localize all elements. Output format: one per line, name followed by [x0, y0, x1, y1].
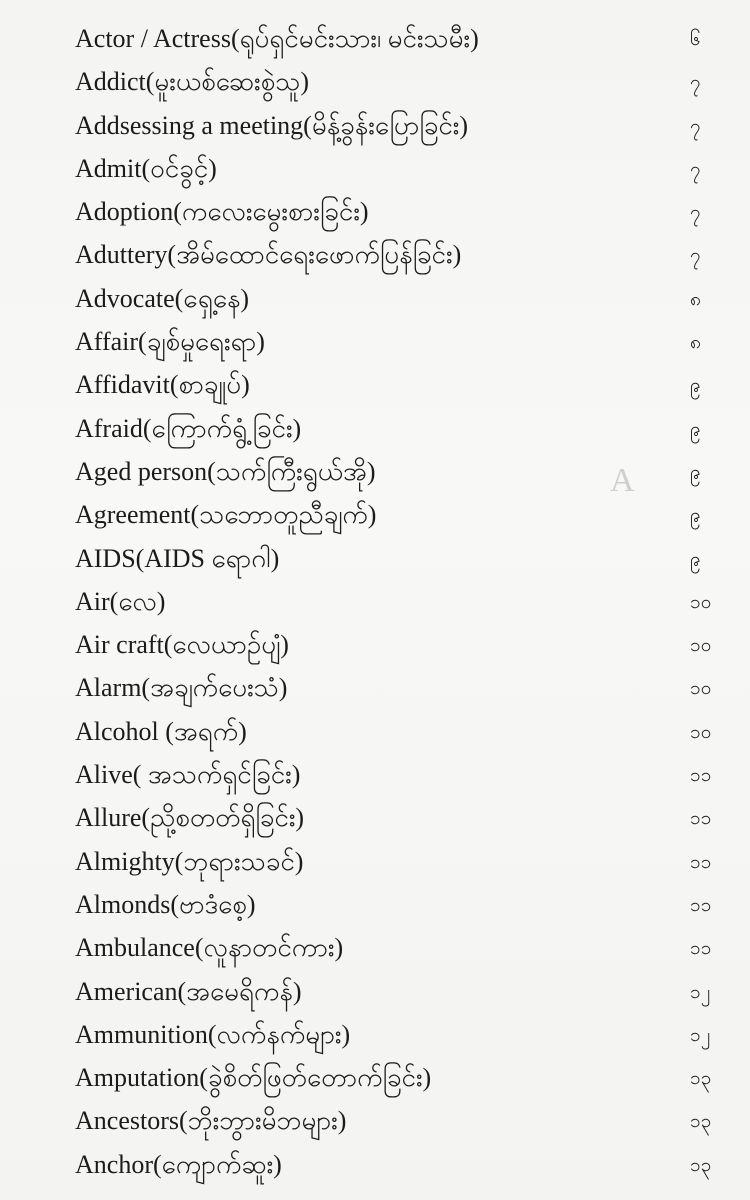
entry-term: Air(လေ) [75, 586, 166, 616]
entry-term: Advocate(ရှေ့နေ) [75, 283, 250, 313]
entry-page-number: ၁၀ [690, 634, 712, 657]
entry-term: Affair(ချစ်မှုရေးရာ) [75, 327, 265, 357]
entry-term: Affidavit(စာချုပ်) [75, 370, 250, 400]
entry-term: Ammunition(လက်နက်များ) [75, 1019, 351, 1049]
entry-term: AIDS(AIDS ရောဂါ) [75, 543, 280, 573]
entry-page-number: ၉ [690, 547, 701, 570]
entry-row [0, 755, 750, 798]
entry-row [0, 928, 750, 971]
entry-page-number: ၁၂ [690, 1023, 711, 1046]
entry-term: Alarm(အချက်ပေးသံ) [75, 673, 288, 703]
entry-row [0, 106, 750, 149]
entry-row [0, 192, 750, 235]
entry-row [0, 625, 750, 668]
entry-page-number: ၁၀ [690, 677, 712, 700]
entry-page-number: ၁၃ [690, 1110, 712, 1133]
entry-page-number: ၉ [690, 460, 701, 483]
entry-term: Alive( အသက်ရှင်ခြင်း) [75, 760, 301, 790]
entry-page-number: ၉ [690, 417, 701, 440]
entry-row [0, 452, 750, 495]
entry-term: Actor / Actress(ရုပ်ရှင်မင်းသား၊ မင်းသမီး) [75, 24, 479, 53]
entry-page-number: ၁၁ [690, 764, 712, 787]
entry-row [0, 495, 750, 538]
entry-page-number: ၇ [690, 71, 701, 94]
entry-row [0, 1058, 750, 1101]
entry-term: Anchor(ကျောက်ဆူး) [75, 1149, 282, 1179]
entry-term: Almighty(ဘုရားသခင်) [75, 846, 304, 876]
entry-row [0, 798, 750, 841]
entry-row [0, 409, 750, 452]
entry-term: Ambulance(လူနာတင်ကား) [75, 933, 344, 963]
entry-page-number: ၈ [690, 331, 701, 354]
show-through-letter: A [610, 462, 635, 499]
entry-page-number: ၁၁ [690, 937, 712, 960]
entry-page-number: ၁၁ [690, 807, 712, 830]
entry-row [0, 149, 750, 192]
entry-row [0, 582, 750, 625]
entry-row [0, 539, 750, 582]
entry-page-number: ၇ [690, 157, 701, 180]
entry-row [0, 1015, 750, 1058]
entry-page-number: ၇ [690, 244, 701, 267]
entry-page-number: ၇ [690, 201, 701, 224]
entry-term: Aduttery(အိမ်ထောင်ရေးဖောက်ပြန်ခြင်း) [75, 240, 462, 270]
entry-page-number: ၁၃ [690, 1067, 712, 1090]
entry-term: Air craft(လေယာဉ်ပျံ) [75, 630, 289, 660]
entry-term: Almonds(ဗာဒံစေ့) [75, 889, 256, 919]
entry-page-number: ၈ [690, 287, 701, 310]
entry-page-number: ၉ [690, 504, 701, 527]
entry-row [0, 668, 750, 711]
entry-list [0, 19, 750, 1188]
entry-term: Aged person(သက်ကြီးရွယ်အို) [75, 456, 376, 486]
entry-term: Admit(ဝင်ခွင့်) [75, 153, 217, 183]
entry-term: Addict(မူးယစ်ဆေးစွဲသူ) [75, 67, 309, 97]
entry-term: Alcohol (အရက်) [75, 716, 247, 746]
entry-page-number: ၁၁ [690, 850, 712, 873]
entry-page-number: ၆ [690, 28, 701, 50]
entry-row [0, 1101, 750, 1144]
entry-row [0, 365, 750, 408]
entry-page-number: ၁၂ [690, 980, 711, 1003]
entry-term: Agreement(သဘောတူညီချက်) [75, 500, 377, 530]
entry-row [0, 1145, 750, 1188]
entry-row [0, 279, 750, 322]
entry-row [0, 842, 750, 885]
entry-row [0, 322, 750, 365]
entry-page-number: ၁၀ [690, 590, 712, 613]
entry-row [0, 235, 750, 278]
entry-page-number: ၁၀ [690, 720, 712, 743]
entry-row [0, 62, 750, 105]
entry-page-number: ၁၁ [690, 893, 712, 916]
entry-term: Ancestors(ဘိုးဘွားမိဘများ) [75, 1106, 347, 1136]
entry-term: Allure(ညို့စတတ်ရှိခြင်း) [75, 803, 305, 833]
entry-term: Amputation(ခွဲစိတ်ဖြတ်တောက်ခြင်း) [75, 1063, 432, 1093]
entry-row [0, 972, 750, 1015]
entry-row [0, 885, 750, 928]
entry-term: Adoption(ကလေးမွေးစားခြင်း) [75, 197, 369, 227]
entry-page-number: ၇ [690, 114, 701, 137]
entry-page-number: ၉ [690, 374, 701, 397]
entry-page-number: ၁၃ [690, 1153, 712, 1176]
entry-term: American(အမေရိကန်) [75, 976, 302, 1006]
entry-term: Afraid(ကြောက်ရွံ့ခြင်း) [75, 413, 302, 443]
entry-term: Addsessing a meeting(မိန့်ခွန်းပြောခြင်း) [75, 110, 469, 140]
entry-row [0, 712, 750, 755]
entry-row [0, 19, 750, 62]
